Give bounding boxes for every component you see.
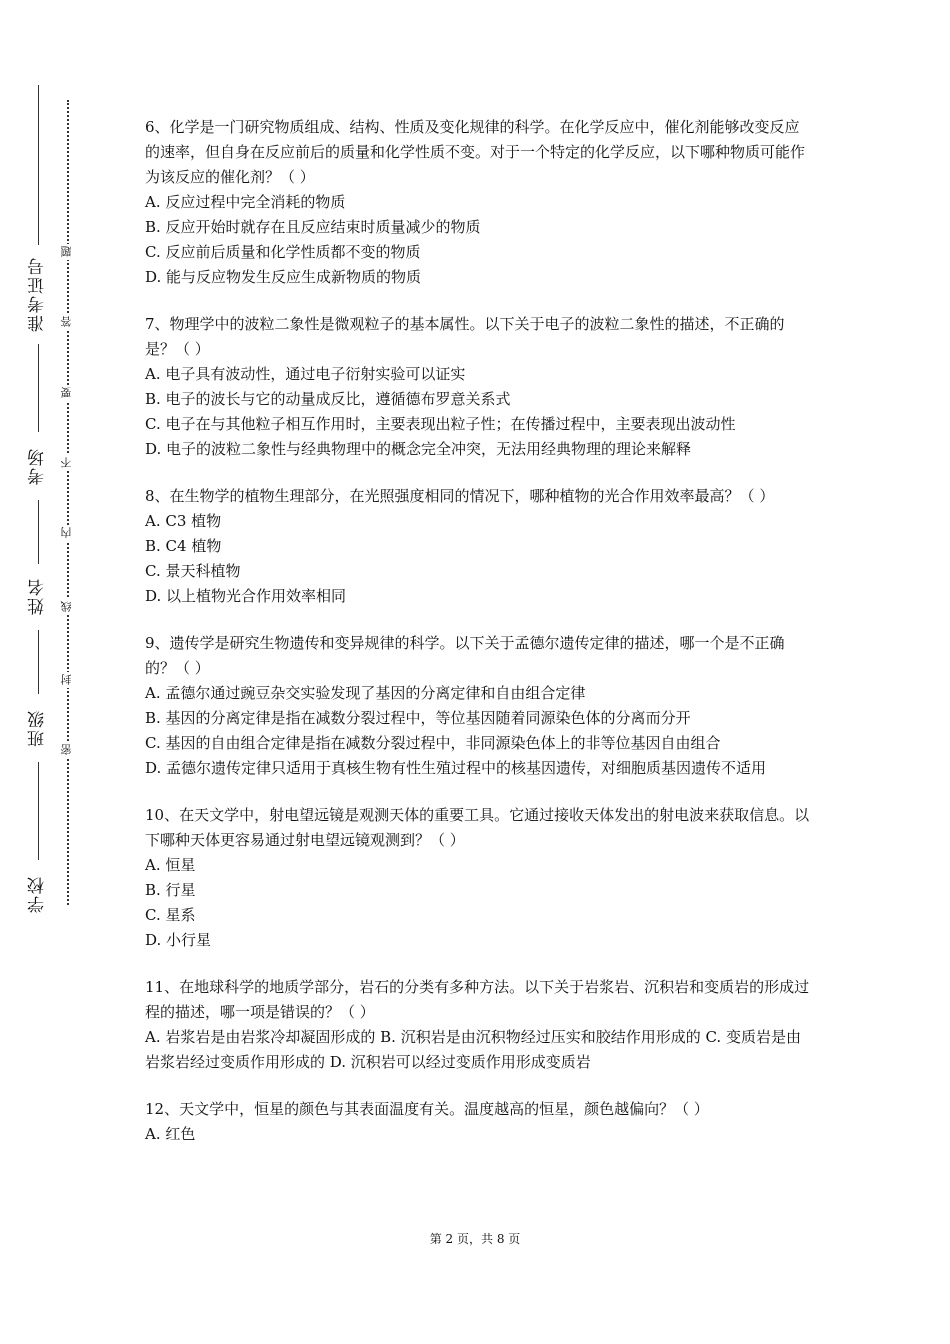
seal-char: 答 bbox=[59, 314, 75, 330]
option-b: B. C4 植物 bbox=[145, 537, 222, 555]
question-10 bbox=[145, 803, 810, 953]
question-11 bbox=[145, 975, 810, 1075]
question-stem: 8、在生物学的植物生理部分，在光照强度相同的情况下，哪种植物的光合作用效率最高？（ ） bbox=[145, 487, 775, 505]
option-c: C. 景天科植物 bbox=[145, 562, 241, 580]
option-a: A. 孟德尔通过豌豆杂交实验发现了基因的分离定律和自由组合定律 bbox=[145, 684, 586, 702]
field-line bbox=[38, 762, 39, 860]
question-stem: 11、在地球科学的地质学部分，岩石的分类有多种方法。以下关于岩浆岩、沉积岩和变质岩的形成过程的描述，哪一项是错误的？（ ） bbox=[145, 978, 810, 1021]
exam-id-label: 准考证号 bbox=[28, 256, 48, 332]
option-c: C. 基因的自由组合定律是指在减数分裂过程中，非同源染色体上的非等位基因自由组合 bbox=[145, 734, 721, 752]
option-d: D. 孟德尔遗传定律只适用于真核生物有性生殖过程中的核基因遗传，对细胞质基因遗传不适用 bbox=[145, 759, 767, 777]
question-12 bbox=[145, 1097, 810, 1147]
binding-margin bbox=[0, 0, 100, 1344]
option-c: C. 电子在与其他粒子相互作用时，主要表现出粒子性；在传播过程中，主要表现出波动性 bbox=[145, 415, 736, 433]
option-d: D. 能与反应物发生反应生成新物质的物质 bbox=[145, 268, 422, 286]
seal-char: 题 bbox=[59, 244, 75, 260]
field-line bbox=[38, 500, 39, 564]
seal-char: 要 bbox=[59, 385, 75, 401]
question-6 bbox=[145, 115, 810, 290]
exam-room-label: 考场 bbox=[28, 447, 48, 485]
name-label: 姓名 bbox=[28, 577, 48, 615]
field-line bbox=[38, 85, 39, 245]
field-line bbox=[38, 344, 39, 432]
option-d: D. 以上植物光合作用效率相同 bbox=[145, 587, 347, 605]
school-label: 学校 bbox=[28, 875, 48, 913]
option-a: A. 反应过程中完全消耗的物质 bbox=[145, 193, 346, 211]
seal-char: 密 bbox=[59, 742, 75, 758]
field-line bbox=[38, 630, 39, 694]
option-d: D. 电子的波粒二象性与经典物理中的概念完全冲突，无法用经典物理的理论来解释 bbox=[145, 440, 692, 458]
option-b: B. 行星 bbox=[145, 881, 196, 899]
option-a: A. 恒星 bbox=[145, 856, 196, 874]
option-a: A. 电子具有波动性，通过电子衍射实验可以证实 bbox=[145, 365, 466, 383]
option-b: B. 电子的波长与它的动量成反比，遵循德布罗意关系式 bbox=[145, 390, 511, 408]
question-stem: 6、化学是一门研究物质组成、结构、性质及变化规律的科学。在化学反应中，催化剂能够改变反应的速率，但自身在反应前后的质量和化学性质不变。对于一个特定的化学反应，以下哪种物质可能作为该反应的催化剂？（ ） bbox=[145, 118, 806, 186]
option-line: A. 岩浆岩是由岩浆冷却凝固形成的 B. 沉积岩是由沉积物经过压实和胶结作用形成的 C. 变质岩是由岩浆岩经过变质作用形成的 D. 沉积岩可以经过变质作用形成变质岩 bbox=[145, 1028, 801, 1071]
question-stem: 10、在天文学中，射电望远镜是观测天体的重要工具。它通过接收天体发出的射电波来获取信息。以下哪种天体更容易通过射电望远镜观测到？（ ） bbox=[145, 806, 810, 849]
option-a: A. 红色 bbox=[145, 1125, 196, 1143]
option-c: C. 星系 bbox=[145, 906, 196, 924]
seal-char: 不 bbox=[59, 455, 75, 471]
option-a: A. C3 植物 bbox=[145, 512, 222, 530]
seal-dotted-line bbox=[67, 100, 69, 905]
question-stem: 9、遗传学是研究生物遗传和变异规律的科学。以下关于孟德尔遗传定律的描述，哪一个是不正确的？（ ） bbox=[145, 634, 785, 677]
option-c: C. 反应前后质量和化学性质都不变的物质 bbox=[145, 243, 421, 261]
class-label: 班级 bbox=[28, 709, 48, 747]
question-9 bbox=[145, 631, 810, 781]
question-stem: 7、物理学中的波粒二象性是微观粒子的基本属性。以下关于电子的波粒二象性的描述，不正确的是？（ ） bbox=[145, 315, 785, 358]
seal-char: 内 bbox=[59, 525, 75, 541]
seal-char: 封 bbox=[59, 672, 75, 688]
page-number: 第 2 页，共 8 页 bbox=[429, 1232, 521, 1246]
seal-char: 线 bbox=[59, 599, 75, 615]
question-stem: 12、天文学中，恒星的颜色与其表面温度有关。温度越高的恒星，颜色越偏向？（ ） bbox=[145, 1100, 709, 1118]
option-d: D. 小行星 bbox=[145, 931, 212, 949]
question-8 bbox=[145, 484, 810, 609]
question-7 bbox=[145, 312, 810, 462]
option-b: B. 反应开始时就存在且反应结束时质量减少的物质 bbox=[145, 218, 481, 236]
option-b: B. 基因的分离定律是指在减数分裂过程中，等位基因随着同源染色体的分离而分开 bbox=[145, 709, 691, 727]
question-list bbox=[145, 115, 810, 1169]
